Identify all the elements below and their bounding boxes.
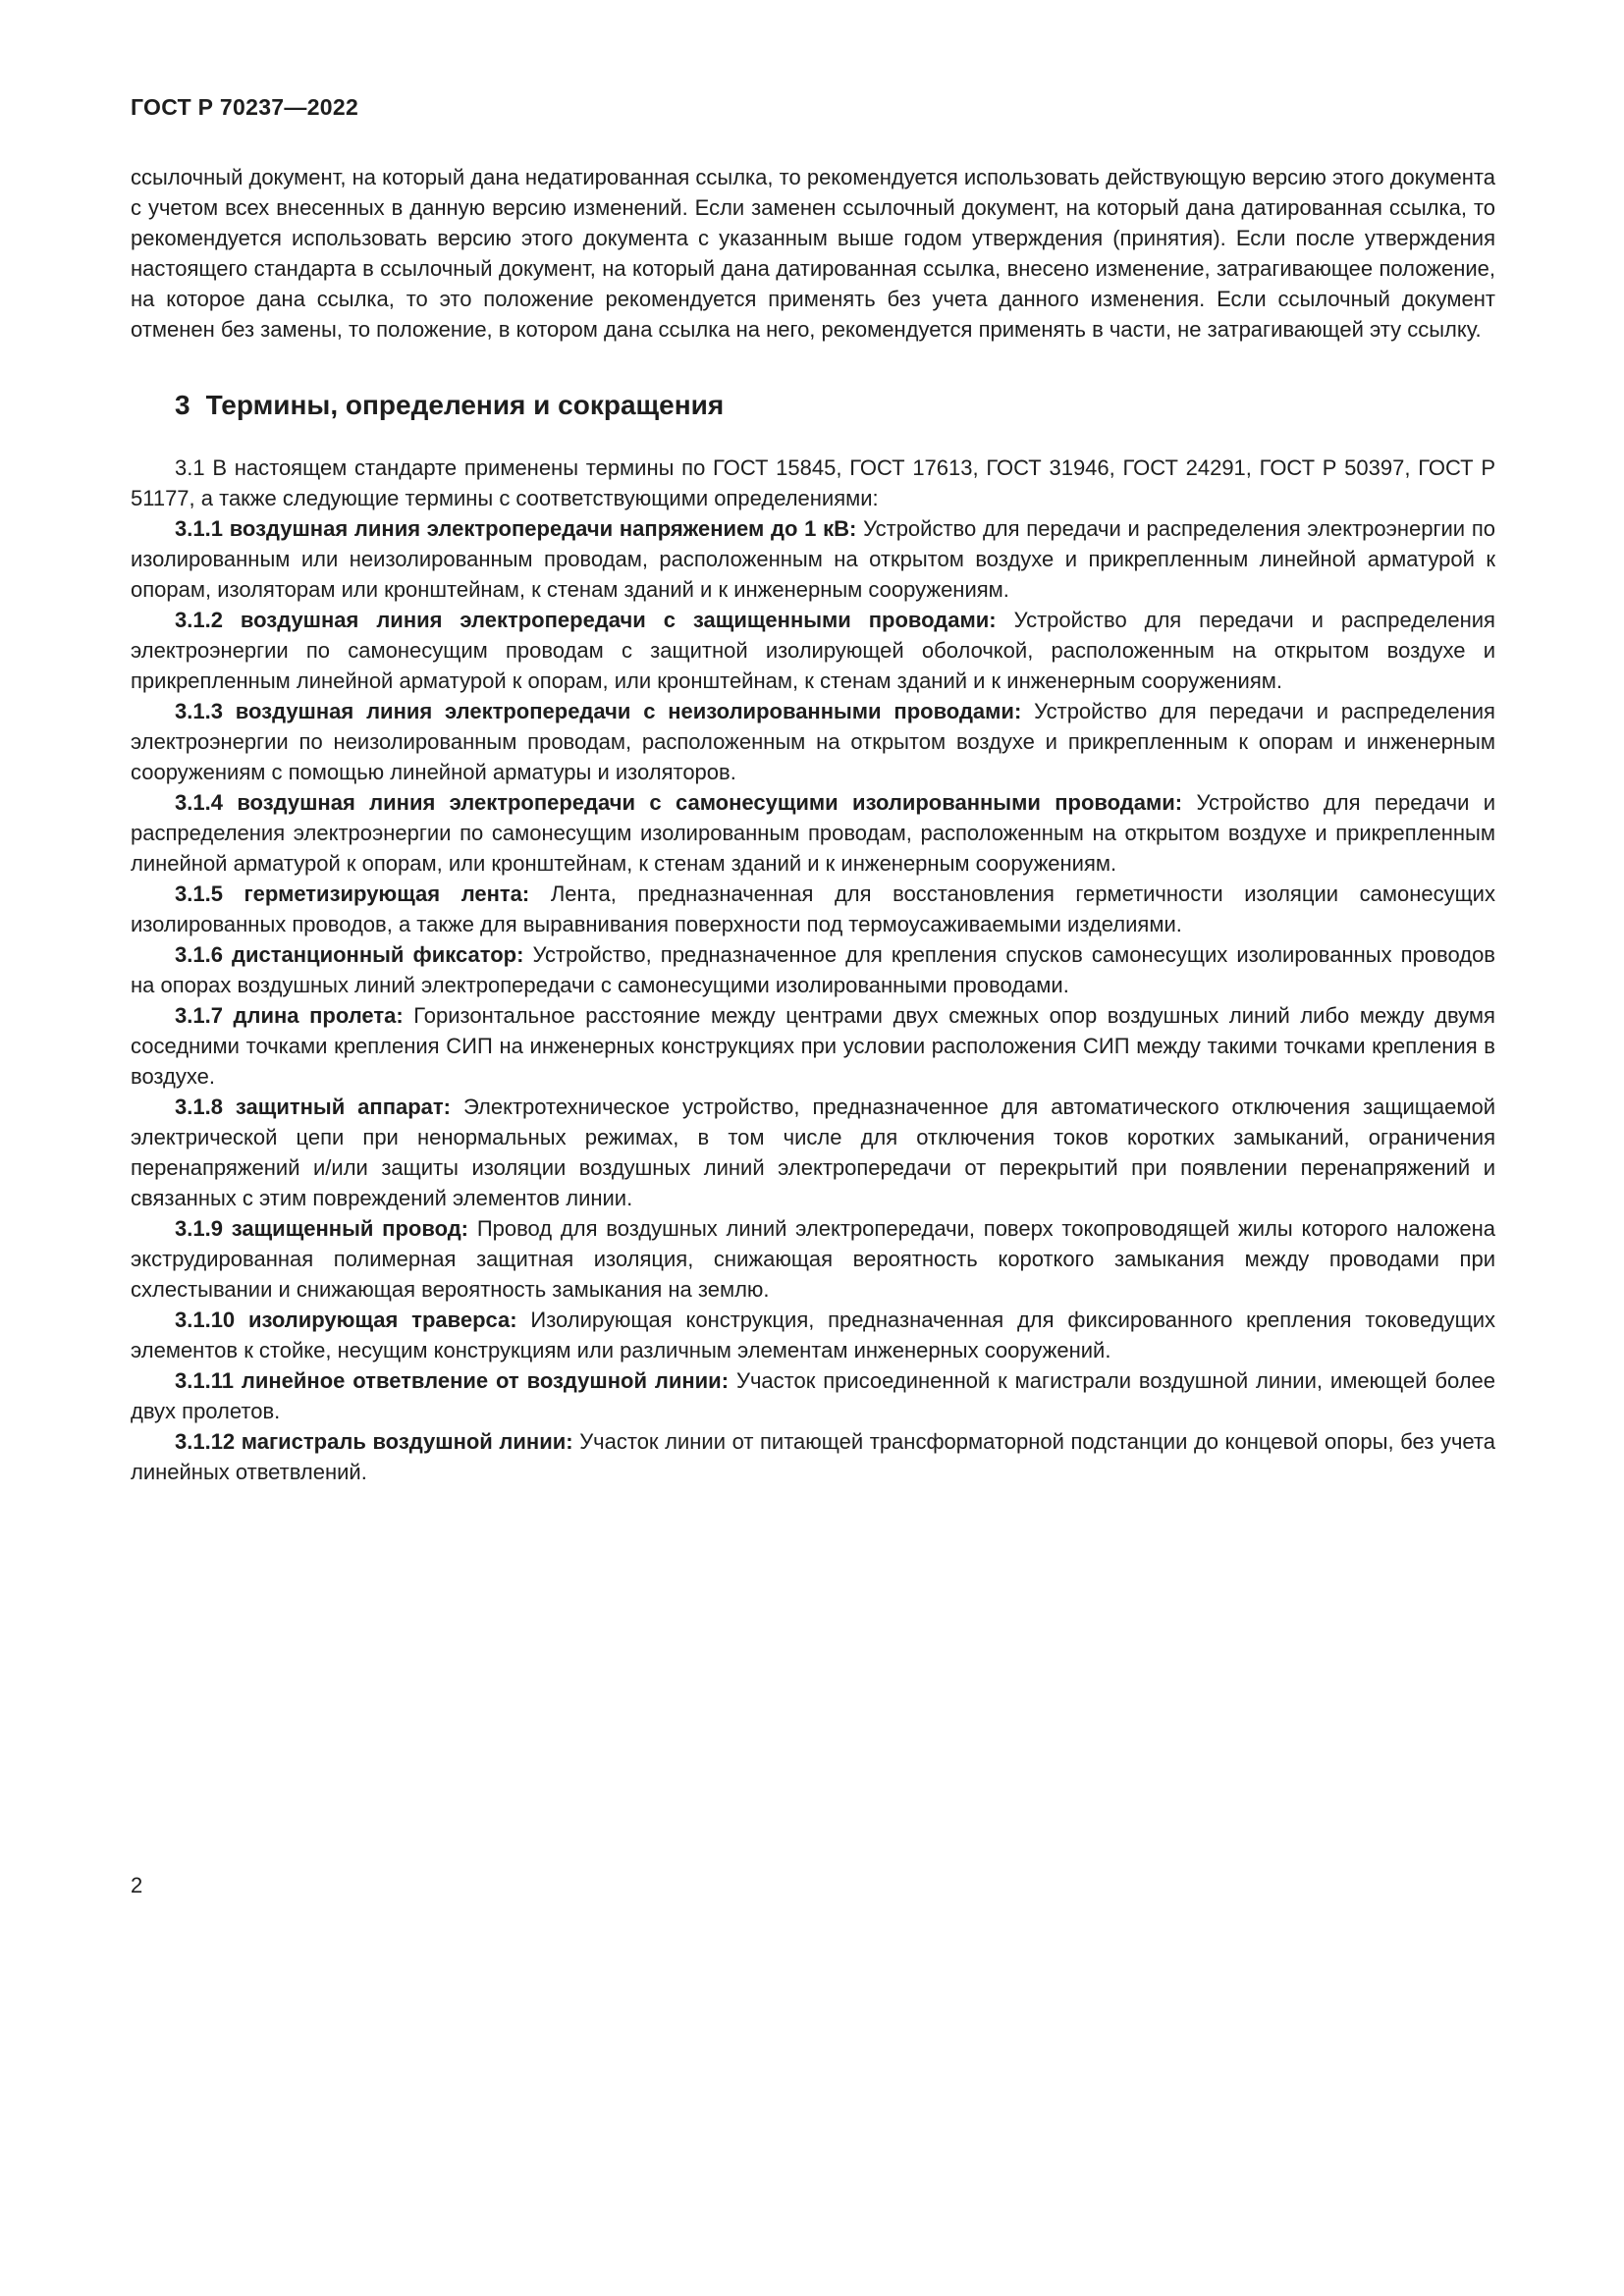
- definition-number: 3.1.3: [175, 699, 223, 723]
- definition-term: [175, 790, 1182, 815]
- definition-item: [131, 787, 1495, 879]
- definition-item: [131, 1426, 1495, 1487]
- definition-term-text: герметизирующая лента:: [244, 881, 530, 906]
- definition-term: [175, 516, 856, 541]
- definition-item: [131, 939, 1495, 1000]
- definition-term-text: изолирующая траверса:: [247, 1308, 517, 1332]
- definition-term-text: воздушная линия электропередачи с защищенными проводами:: [240, 608, 997, 632]
- definition-term-text: воздушная линия электропередачи с неизолированными проводами:: [235, 699, 1022, 723]
- definition-number: 3.1.12: [175, 1429, 236, 1454]
- definition-body: Горизонтальное расстояние между центрами двух смежных опор воздушных линий либо между двумя соседними точками крепления СИП на инженерных конструкциях при условии расположения СИП между такими точками крепления в воздухе.: [131, 1003, 1495, 1089]
- definition-number: 3.1.1: [175, 516, 223, 541]
- definition-term: [175, 1429, 573, 1454]
- definition-term-text: линейное ответвление от воздушной линии:: [241, 1368, 730, 1393]
- definition-number: 3.1.4: [175, 790, 223, 815]
- definition-number: 3.1.8: [175, 1095, 223, 1119]
- definition-item: [131, 1365, 1495, 1426]
- definition-number: 3.1.6: [175, 942, 223, 967]
- definition-term: [175, 699, 1021, 723]
- definition-term-text: длина пролета:: [233, 1003, 404, 1028]
- definition-number: 3.1.9: [175, 1216, 223, 1241]
- definition-body: Устройство для передачи и распределения электроэнергии по изолированным или неизолированным проводам, расположенным на открытом воздухе и прикрепленным линейной арматурой к опорам, изоляторам или кронштейнам, к стенам зданий и к инженерным сооружениям.: [131, 516, 1495, 602]
- definition-term: [175, 881, 529, 906]
- definition-term-text: воздушная линия электропередачи с самонесущими изолированными проводами:: [237, 790, 1183, 815]
- definition-body: Изолирующая конструкция, предназначенная для фиксированного крепления токоведущих элементов к стойке, несущим конструкциям или различным элементам инженерных сооружений.: [131, 1308, 1495, 1362]
- definition-term: [175, 942, 523, 967]
- definition-term: [175, 1368, 729, 1393]
- definition-body: Устройство для передачи и распределения электроэнергии по самонесущим изолированным проводам, расположенным на открытом воздухе и прикрепленным линейной арматурой к опорам, или кронштейнам, к стенам зданий и к инженерным сооружениям.: [131, 790, 1496, 876]
- section-intro-paragraph: 3.1 В настоящем стандарте применены термины по ГОСТ 15845, ГОСТ 17613, ГОСТ 31946, ГОСТ 24291, ГОСТ Р 50397, ГОСТ Р 51177, а также следующие термины с соответствующими определениями:: [131, 455, 1495, 510]
- definition-number: 3.1.10: [175, 1308, 236, 1332]
- definition-body: Провод для воздушных линий электропередачи, поверх токопроводящей жилы которого наложена экструдированная полимерная защитная изоляция, снижающая вероятность короткого замыкания между проводами при схлестывании и снижающая вероятность замыкания на землю.: [131, 1216, 1495, 1302]
- section-number: 3: [175, 390, 190, 420]
- definition-body: Участок линии от питающей трансформаторной подстанции до концевой опоры, без учета линейных ответвлений.: [131, 1429, 1495, 1484]
- definition-item: [131, 696, 1495, 787]
- definition-item: [131, 513, 1495, 605]
- definition-body: Участок присоединенной к магистрали воздушной линии, имеющей более двух пролетов.: [131, 1368, 1496, 1423]
- definition-body: Устройство для передачи и распределения электроэнергии по неизолированным проводам, расположенным на открытом воздухе и прикрепленным к опорам и инженерным сооружениям с помощью линейной арматуры и изоляторов.: [131, 699, 1495, 784]
- definition-term-text: защитный аппарат:: [235, 1095, 451, 1119]
- page-number: 2: [131, 1873, 143, 1897]
- section-title: Термины, определения и сокращения: [205, 390, 725, 420]
- definition-term: [175, 608, 997, 632]
- definition-number: 3.1.7: [175, 1003, 223, 1028]
- section-heading: [175, 390, 1495, 421]
- definition-term: [175, 1308, 517, 1332]
- doc-code: ГОСТ Р 70237—2022: [131, 94, 359, 120]
- definition-term-text: воздушная линия электропередачи напряжением до 1 кВ:: [229, 516, 857, 541]
- definition-term: [175, 1095, 451, 1119]
- intro-paragraph: ссылочный документ, на который дана недатированная ссылка, то рекомендуется использовать действующую версию этого документа с учетом всех внесенных в данную версию изменений. Если заменен ссылочный документ, на который дана датированная ссылка, то рекомендуется использовать версию этого документа с указанным выше годом утверждения (принятия). Если после утверждения настоящего стандарта в ссылочный документ, на который дана датированная ссылка, внесено изменение, затрагивающее положение, на которое дана ссылка, то это положение рекомендуется применять без учета данного изменения. Если ссылочный документ отменен без замены, то положение, в котором дана ссылка на него, рекомендуется применять в части, не затрагивающей эту ссылку.: [131, 165, 1495, 342]
- definition-body: Устройство для передачи и распределения электроэнергии по самонесущим проводам с защитной изолирующей оболочкой, расположенным на открытом воздухе и прикрепленным линейной арматурой к опорам, или кронштейнам, к стенам зданий и к инженерным сооружениям.: [131, 608, 1495, 693]
- definition-item: [131, 1092, 1495, 1213]
- definition-item: [131, 1305, 1495, 1365]
- definition-item: [131, 1000, 1495, 1092]
- definition-item: [131, 1213, 1495, 1305]
- definition-number: 3.1.11: [175, 1368, 234, 1393]
- definition-body: Устройство, предназначенное для крепления спусков самонесущих изолированных проводов на опорах воздушных линий электропередачи с самонесущими изолированными проводами.: [131, 942, 1495, 997]
- definition-term-text: защищенный провод:: [231, 1216, 469, 1241]
- definition-number: 3.1.5: [175, 881, 223, 906]
- definition-term: [175, 1003, 404, 1028]
- definition-item: [131, 879, 1495, 939]
- definition-body: Электротехническое устройство, предназначенное для автоматического отключения защищаемой электрической цепи при ненормальных режимах, в том числе для отключения токов коротких замыканий, ограничения перенапряжений и/или защиты изоляции воздушных линий электропередачи от перекрытий при появлении перенапряжений и связанных с этим повреждений элементов линии.: [131, 1095, 1495, 1210]
- definition-body: Лента, предназначенная для восстановления герметичности изоляции самонесущих изолированных проводов, а также для выравнивания поверхности под термоусаживаемыми изделиями.: [131, 881, 1495, 936]
- definition-term-text: магистраль воздушной линии:: [241, 1429, 573, 1454]
- definition-term-text: дистанционный фиксатор:: [232, 942, 524, 967]
- definition-item: [131, 605, 1495, 696]
- definition-number: 3.1.2: [175, 608, 223, 632]
- definition-term: [175, 1216, 468, 1241]
